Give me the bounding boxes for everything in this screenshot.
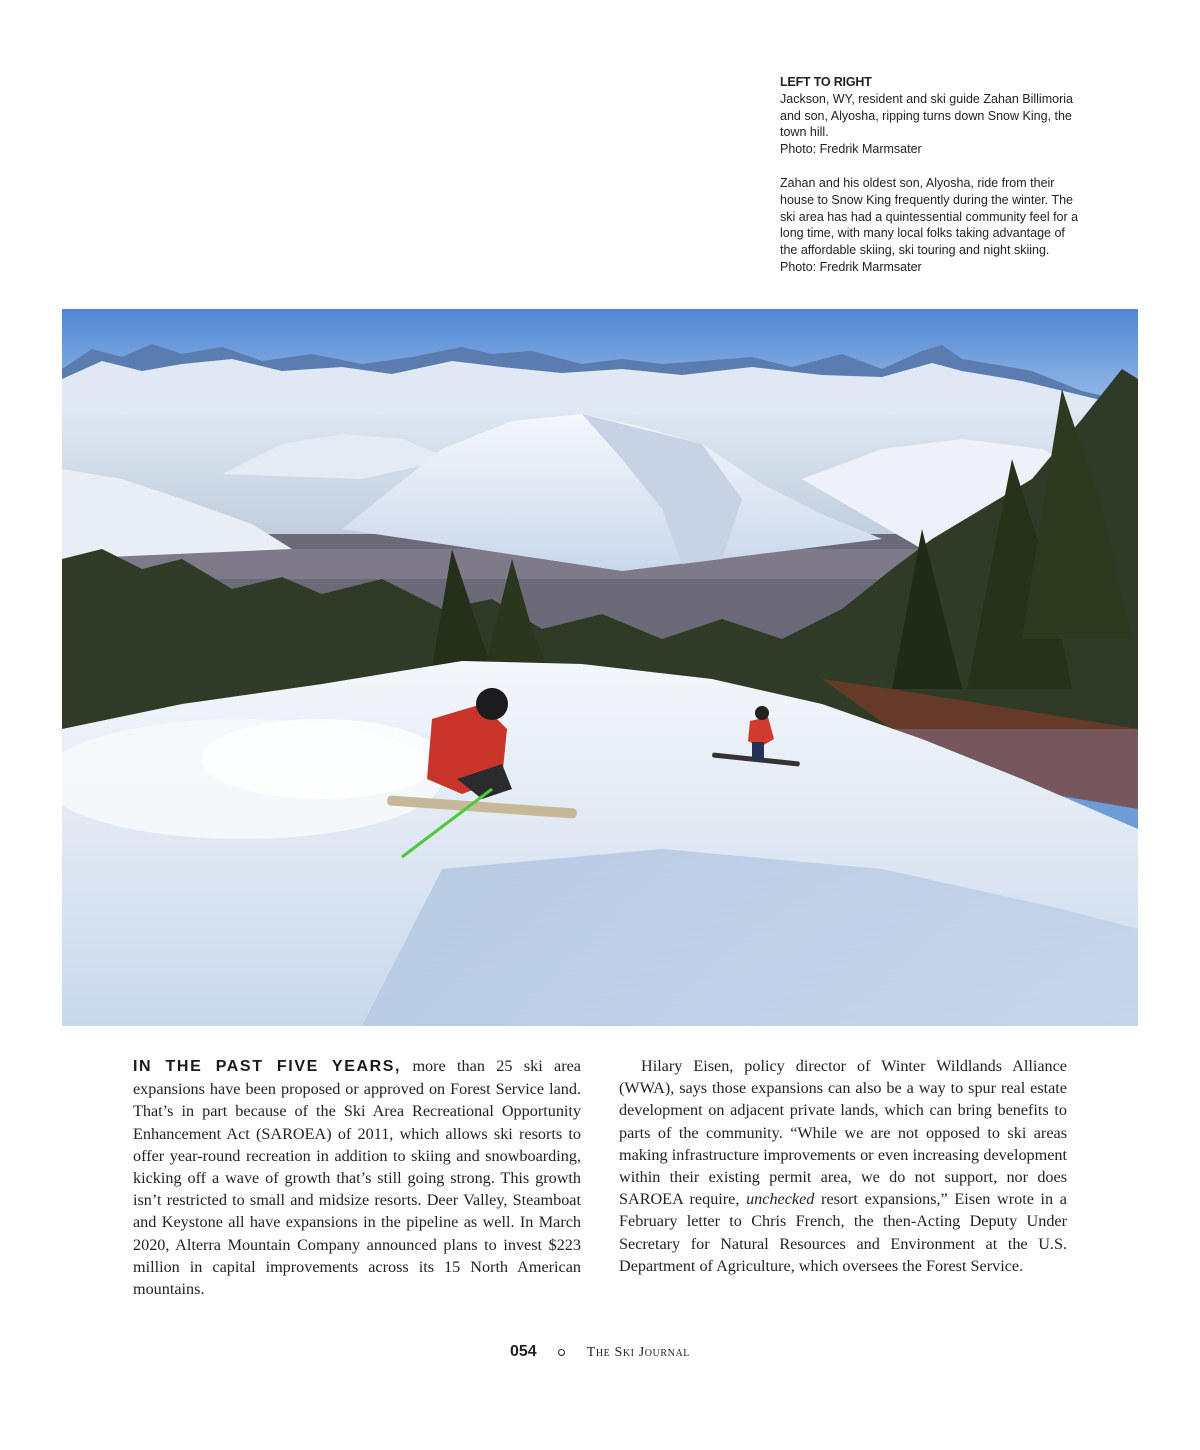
article-body-right-1: Hilary Eisen, policy director of Winter Wildlands Alliance (WWA), says those expansions can also be a way to spur real estate development on adjacent private lands, which can bring benefits to parts of the community. “While we are not opposed to ski areas making infrastructure improvements or even increasing development within their existing permit area, we do not support, nor does SAROEA require, [619, 1057, 1067, 1209]
photo-caption [780, 74, 1080, 276]
article-body-right-2: resort expansions,” Eisen wrote in a February letter to Chris French, the then-Acting Deputy Under Secretary for Natural Resources and Environment at the U.S. Department of Agriculture, which oversees the Forest Service. [619, 1190, 1067, 1275]
article-paragraph-2 [619, 1055, 1067, 1277]
bullet-icon [558, 1349, 565, 1356]
caption-text-1: Jackson, WY, resident and ski guide Zahan Billimoria and son, Alyosha, ripping turns down Snow King, the town hill. [780, 91, 1073, 140]
article-column-right [619, 1055, 1067, 1277]
article-column-left [133, 1055, 581, 1300]
page-footer [0, 1343, 1200, 1361]
caption-label: LEFT TO RIGHT [780, 75, 872, 89]
article-lead-in: IN THE PAST FIVE YEARS, [133, 1058, 402, 1075]
article-body-left: more than 25 ski area expansions have been proposed or approved on Forest Service land. That’s in part because of the Ski Area Recreational Opportunity Enhancement Act (SAROEA) of 2011, which allows ski resorts to offer year-round recreation in addition to skiing and snowboarding, kicking off a wave of growth that’s still going strong. This growth isn’t restricted to small and midsize resorts. Deer Valley, Steamboat and Keystone all have expansions in the pipeline as well. In March 2020, Alterra Mountain Company announced plans to invest $223 million in capital improvements across its 15 North American mountains. [133, 1057, 581, 1299]
caption-text-2: Zahan and his oldest son, Alyosha, ride from their house to Snow King frequently during the winter. The ski area has had a quintessential community feel for a long time, with many local folks taking advantage of the affordable skiing, ski touring and night skiing. [780, 175, 1079, 258]
publication-name: The Ski Journal [586, 1345, 691, 1360]
page-number: 054 [509, 1343, 537, 1360]
caption-credit-1: Photo: Fredrik Marmsater [780, 142, 922, 157]
article-paragraph-1 [133, 1055, 581, 1300]
article-emphasis: unchecked [746, 1190, 815, 1209]
ski-photo [62, 309, 1138, 1026]
caption-credit-2: Photo: Fredrik Marmsater [780, 259, 922, 274]
